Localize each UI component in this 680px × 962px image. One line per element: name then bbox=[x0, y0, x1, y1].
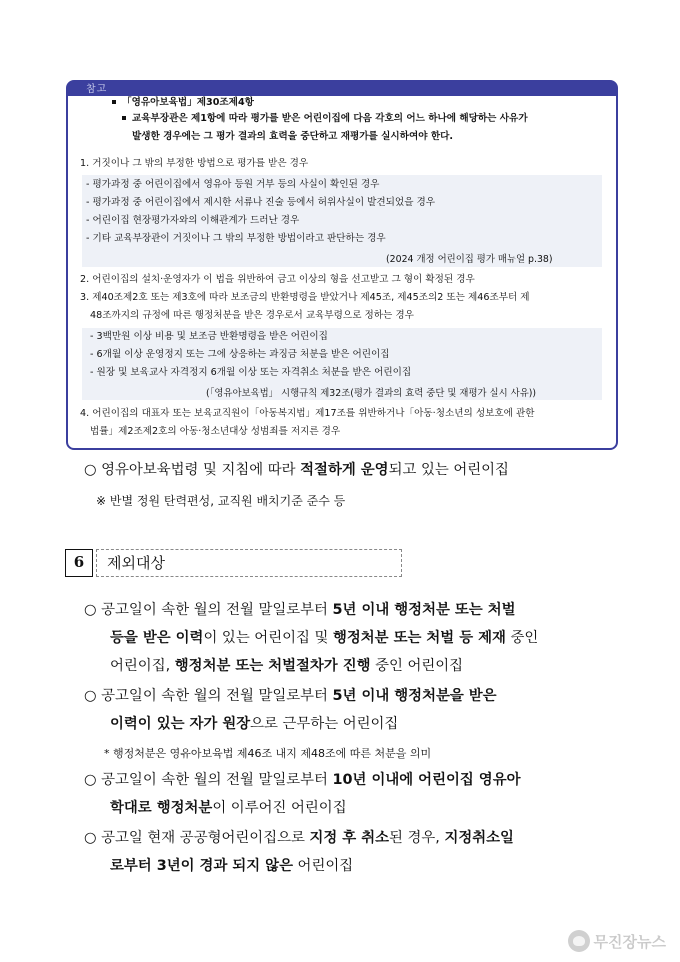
ref-item-2: 2. 어린이집의 설치·운영자가 이 법을 위반하여 금고 이상의 형을 선고받고 그 형이 확정된 경우 bbox=[80, 274, 475, 285]
law-text-1: 교육부장관은 제1항에 따라 평가를 받은 어린이집에 다음 각호의 어느 하나에 해당하는 사유가 bbox=[132, 113, 528, 124]
text-segment: ○ 공고일이 속한 월의 전월 말일로부터 bbox=[84, 602, 333, 618]
text-segment: 된 경우, bbox=[389, 830, 445, 846]
exclusion-1-line-2 bbox=[110, 627, 538, 649]
exclusion-4-line-2 bbox=[110, 855, 353, 877]
ref-item-1-sub-3: - 어린이집 현장평가자와의 이해관계가 드러난 경우 bbox=[86, 215, 300, 226]
ref-item-4-line-1: 4. 어린이집의 대표자 또는 보육교직원이「아동복지법」제17조를 위반하거나「아동·청소년의 성보호에 관한 bbox=[80, 408, 535, 419]
bold-segment: 지정 후 취소 bbox=[309, 830, 390, 846]
reference-tab-bar bbox=[66, 80, 618, 96]
main-criterion-note: ※ 반별 정원 탄력편성, 교직원 배치기준 준수 등 bbox=[96, 494, 346, 508]
exclusion-2-line-1 bbox=[84, 685, 497, 707]
exclusion-1-line-3 bbox=[110, 655, 463, 677]
exclusion-2-note: * 행정처분은 영유아보육법 제46조 내지 제48조에 따른 처분을 의미 bbox=[104, 747, 432, 760]
exclusion-3-line-2 bbox=[110, 797, 347, 819]
text-segment: 되고 있는 어린이집 bbox=[388, 462, 509, 478]
bold-segment: 5년 이내 행정처분 또는 처벌 bbox=[332, 602, 516, 618]
text-segment: ○ 영유아보육법령 및 지침에 따라 bbox=[84, 462, 301, 478]
text-segment: 이 있는 어린이집 및 bbox=[203, 630, 333, 646]
square-bullet-icon bbox=[112, 100, 116, 104]
ref-item-3-sub-3: - 원장 및 보육교사 자격정지 6개월 이상 또는 자격취소 처분을 받은 어린이집 bbox=[90, 367, 412, 378]
ref-item-1-sub-2: - 평가과정 중 어린이집에서 제시한 서류나 진술 등에서 허위사실이 발견되었을 경우 bbox=[86, 197, 436, 208]
bold-segment: 적절하게 운영 bbox=[300, 462, 389, 478]
ref-item-3-line-2: 48조까지의 규정에 따른 행정처분을 받은 경우로서 교육부령으로 정하는 경우 bbox=[90, 310, 414, 321]
bold-segment: 10년 이내에 어린이집 영유아 bbox=[332, 772, 521, 788]
ref-item-1: 1. 거짓이나 그 밖의 부정한 방법으로 평가를 받은 경우 bbox=[80, 158, 309, 169]
exclusion-1-line-1 bbox=[84, 599, 516, 621]
text-segment: ○ 공고일이 속한 월의 전월 말일로부터 bbox=[84, 772, 333, 788]
text-segment: 중인 bbox=[505, 630, 539, 646]
bold-segment: 등을 받은 이력 bbox=[110, 630, 204, 646]
section-title: 제외대상 bbox=[96, 549, 402, 577]
square-bullet-icon bbox=[122, 116, 126, 120]
watermark-logo-icon bbox=[568, 930, 590, 952]
watermark bbox=[568, 928, 666, 954]
text-segment: 어린이집, bbox=[110, 658, 175, 674]
bold-segment: 행정처분 또는 처벌 등 제재 bbox=[332, 630, 506, 646]
main-criterion-line bbox=[84, 459, 509, 481]
ref-item-1-sub-4: - 기타 교육부장관이 거짓이나 그 밖의 부정한 방법이라고 판단하는 경우 bbox=[86, 233, 386, 244]
text-segment: 이 이루어진 어린이집 bbox=[212, 800, 347, 816]
bold-segment: 행정처분 또는 처벌절차가 진행 bbox=[174, 658, 371, 674]
text-segment: 중인 어린이집 bbox=[370, 658, 464, 674]
exclusion-4-line-1 bbox=[84, 827, 514, 849]
ref-item-1-source: (2024 개정 어린이집 평가 매뉴얼 p.38) bbox=[386, 254, 553, 265]
ref-item-3-source: (「영유아보육법」 시행규칙 제32조(평가 결과의 효력 중단 및 재평가 실시 사유)) bbox=[206, 388, 537, 399]
ref-item-4-line-2: 법률」제2조제2호의 아동·청소년대상 성범죄를 저지른 경우 bbox=[90, 426, 341, 437]
ref-item-3-sub-2: - 6개월 이상 운영정지 또는 그에 상응하는 과징금 처분을 받은 어린이집 bbox=[90, 349, 390, 360]
text-segment: 으로 근무하는 어린이집 bbox=[250, 716, 399, 732]
exclusion-2-line-2 bbox=[110, 713, 398, 735]
law-title-text: 「영유아보육법」제30조제4항 bbox=[122, 97, 254, 108]
ref-item-3-sub-1: - 3백만원 이상 비용 및 보조금 반환명령을 받은 어린이집 bbox=[90, 331, 328, 342]
law-text-line-1 bbox=[122, 112, 528, 126]
bold-segment: 지정취소일 bbox=[444, 830, 514, 846]
exclusion-3-line-1 bbox=[84, 769, 521, 791]
text-segment: 어린이집 bbox=[292, 858, 354, 874]
reference-tab-label: 참고 bbox=[86, 84, 108, 95]
section-number: 6 bbox=[65, 549, 93, 577]
bold-segment: 로부터 3년이 경과 되지 않은 bbox=[110, 858, 293, 874]
text-segment: ○ 공고일이 속한 월의 전월 말일로부터 bbox=[84, 688, 333, 704]
bold-segment: 학대로 행정처분 bbox=[110, 800, 213, 816]
bold-segment: 5년 이내 행정처분을 받은 bbox=[332, 688, 497, 704]
ref-item-3-line-1: 3. 제40조제2호 또는 제3호에 따라 보조금의 반환명령을 받았거나 제45조, 제45조의2 또는 제46조부터 제 bbox=[80, 292, 530, 303]
watermark-text: 무진장뉴스 bbox=[593, 932, 666, 951]
law-title bbox=[112, 96, 254, 110]
law-text-line-2: 발생한 경우에는 그 평가 결과의 효력을 중단하고 재평가를 실시하여야 한다. bbox=[132, 131, 453, 142]
text-segment: ○ 공고일 현재 공공형어린이집으로 bbox=[84, 830, 310, 846]
ref-item-1-sub-1: - 평가과정 중 어린이집에서 영유아 등원 거부 등의 사실이 확인된 경우 bbox=[86, 179, 380, 190]
bold-segment: 이력이 있는 자가 원장 bbox=[110, 716, 251, 732]
